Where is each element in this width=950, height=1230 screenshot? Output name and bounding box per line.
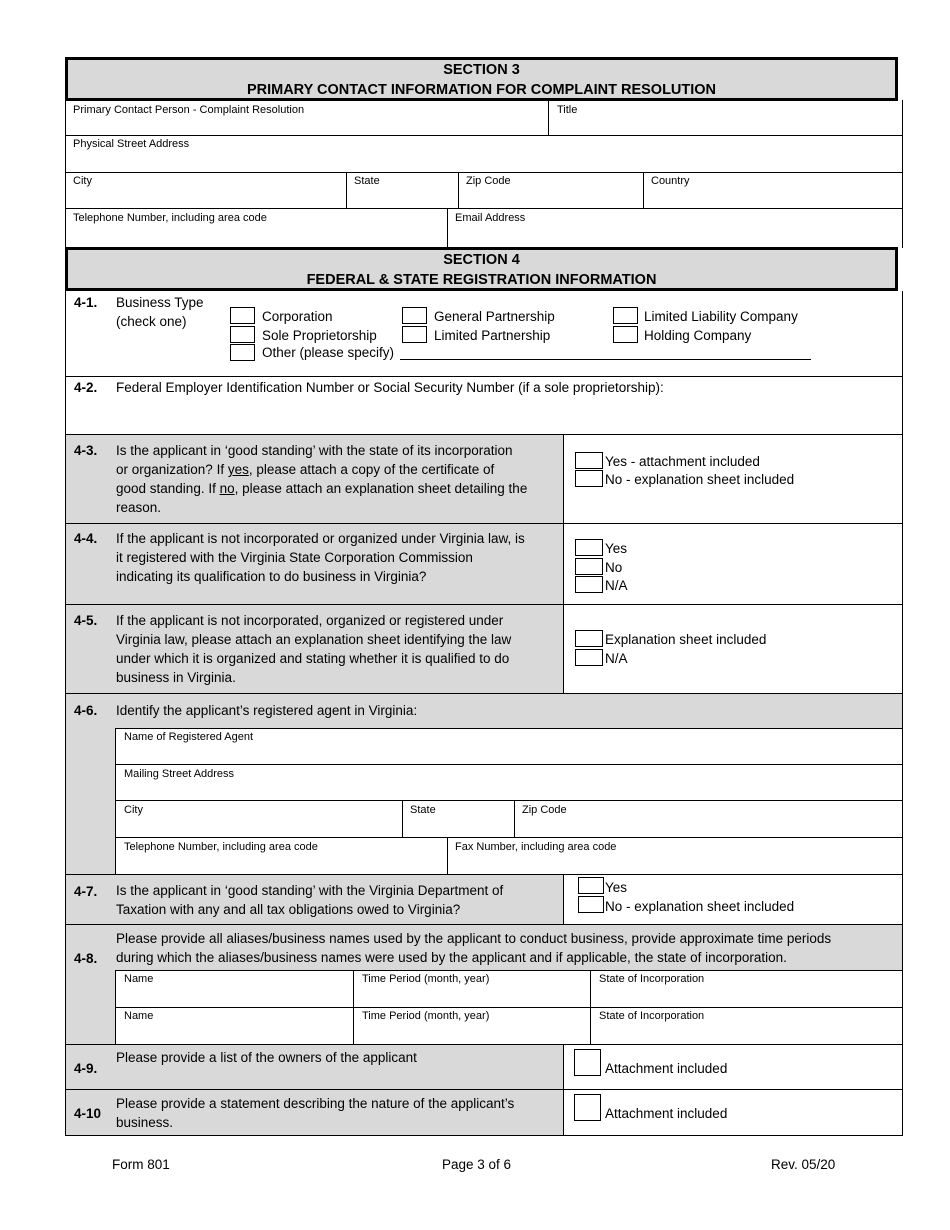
q9-option: Attachment included <box>605 1061 728 1076</box>
contact-zip-field[interactable]: Zip Code <box>466 175 511 187</box>
section-4-header <box>65 247 898 291</box>
agent-zip-field[interactable]: Zip Code <box>522 804 567 816</box>
contact-street-field[interactable]: Physical Street Address <box>73 138 190 150</box>
option-other: Other (please specify) <box>262 345 395 360</box>
agent-city-field[interactable]: City <box>124 804 143 816</box>
holding-company-checkbox[interactable] <box>613 326 638 343</box>
q3-yes-checkbox[interactable] <box>575 452 603 469</box>
q4-na-checkbox[interactable] <box>575 576 603 593</box>
agent-street-field[interactable]: Mailing Street Address <box>124 768 235 780</box>
alias-period-field-1[interactable]: Time Period (month, year) <box>362 973 490 985</box>
q3-option-no: No - explanation sheet included <box>605 472 795 487</box>
q5-na-checkbox[interactable] <box>575 649 603 666</box>
q7-option-no: No - explanation sheet included <box>605 899 795 914</box>
agent-state-field[interactable]: State <box>410 804 436 816</box>
agent-fax-field[interactable]: Fax Number, including area code <box>455 841 617 853</box>
q8-number: 4-8. <box>74 951 98 966</box>
agent-phone-field[interactable]: Telephone Number, including area code <box>124 841 318 853</box>
q8-line2: during which the aliases/business names were used by the applicant and if applicable, the state of incorporation. <box>116 950 787 965</box>
corporation-checkbox[interactable] <box>230 307 255 324</box>
contact-title-field[interactable]: Title <box>557 104 578 116</box>
footer-page: Page 3 of 6 <box>442 1157 512 1172</box>
footer-form: Form 801 <box>112 1157 170 1172</box>
q5-option-explanation: Explanation sheet included <box>605 632 767 647</box>
q3-option-yes: Yes - attachment included <box>605 454 760 469</box>
option-corporation: Corporation <box>262 309 333 324</box>
q9-text: Please provide a list of the owners of the applicant <box>116 1050 417 1065</box>
q4-line3: indicating its qualification to do business in Virginia? <box>116 569 427 584</box>
q4-line2: it registered with the Virginia State Corporation Commission <box>116 550 473 565</box>
sole-proprietorship-checkbox[interactable] <box>230 326 255 343</box>
q7-no-checkbox[interactable] <box>578 896 604 913</box>
section-3-title: PRIMARY CONTACT INFORMATION FOR COMPLAINT RESOLUTION <box>246 82 717 98</box>
q3-line2: or organization? If yes, please attach a copy of the certificate of <box>116 462 495 477</box>
contact-city-field[interactable]: City <box>73 175 92 187</box>
q4-option-no: No <box>605 560 623 575</box>
q7-line1: Is the applicant in ‘good standing’ with the Virginia Department of <box>116 883 504 898</box>
q10-attachment-checkbox[interactable] <box>574 1094 601 1121</box>
contact-person-field[interactable]: Primary Contact Person - Complaint Resolution <box>73 104 305 116</box>
q5-option-na: N/A <box>605 651 628 666</box>
q10-line2: business. <box>116 1115 174 1130</box>
contact-country-field[interactable]: Country <box>651 175 690 187</box>
option-holding-company: Holding Company <box>644 328 752 343</box>
q6-number: 4-6. <box>74 703 98 718</box>
llc-checkbox[interactable] <box>613 307 638 324</box>
option-llc: Limited Liability Company <box>644 309 798 324</box>
q4-option-yes: Yes <box>605 541 628 556</box>
general-partnership-checkbox[interactable] <box>402 307 427 324</box>
q3-line3: good standing. If no, please attach an explanation sheet detailing the <box>116 481 528 496</box>
q5-number: 4-5. <box>74 613 98 628</box>
q5-line1: If the applicant is not incorporated, organized or registered under <box>116 613 504 628</box>
q9-number: 4-9. <box>74 1061 98 1076</box>
q1-label-line1: Business Type <box>116 295 204 310</box>
q7-number: 4-7. <box>74 884 98 899</box>
q5-line4: business in Virginia. <box>116 670 236 685</box>
q4-option-na: N/A <box>605 578 628 593</box>
alias-name-field-2[interactable]: Name <box>124 1010 154 1022</box>
q10-option: Attachment included <box>605 1106 728 1121</box>
q3-line4: reason. <box>116 500 162 515</box>
contact-state-field[interactable]: State <box>354 175 380 187</box>
section-3-number: SECTION 3 <box>443 62 520 78</box>
q4-no-checkbox[interactable] <box>575 558 603 575</box>
q5-line2: Virginia law, please attach an explanation sheet identifying the law <box>116 632 512 647</box>
option-general-partnership: General Partnership <box>434 309 555 324</box>
other-checkbox[interactable] <box>230 344 255 361</box>
option-limited-partnership: Limited Partnership <box>434 328 551 343</box>
q4-line1: If the applicant is not incorporated or organized under Virginia law, is <box>116 531 525 546</box>
agent-name-field[interactable]: Name of Registered Agent <box>124 731 254 743</box>
q6-text: Identify the applicant’s registered agent in Virginia: <box>116 703 418 718</box>
contact-email-field[interactable]: Email Address <box>455 212 526 224</box>
q7-option-yes: Yes <box>605 880 628 895</box>
q1-label-line2: (check one) <box>116 314 187 329</box>
option-sole-proprietorship: Sole Proprietorship <box>262 328 377 343</box>
section-3-header <box>65 57 898 101</box>
q8-line1: Please provide all aliases/business names used by the applicant to conduct business, provide approximate time periods <box>116 931 832 946</box>
alias-state-field-1[interactable]: State of Incorporation <box>599 973 705 985</box>
q7-line2: Taxation with any and all tax obligations owed to Virginia? <box>116 902 461 917</box>
q10-number: 4-10 <box>74 1106 102 1121</box>
q4-yes-checkbox[interactable] <box>575 539 603 556</box>
q4-number: 4-4. <box>74 531 98 546</box>
q3-line1: Is the applicant in ‘good standing’ with the state of its incorporation <box>116 443 513 458</box>
contact-phone-field[interactable]: Telephone Number, including area code <box>73 212 267 224</box>
q10-line1: Please provide a statement describing the nature of the applicant’s <box>116 1096 515 1111</box>
section-4-number: SECTION 4 <box>443 252 520 268</box>
q7-yes-checkbox[interactable] <box>578 877 604 894</box>
section-4-title: FEDERAL & STATE REGISTRATION INFORMATION <box>306 272 657 288</box>
other-specify-line[interactable] <box>400 359 811 360</box>
q9-attachment-checkbox[interactable] <box>574 1049 601 1076</box>
q2-text: Federal Employer Identification Number or Social Security Number (if a sole proprietorship): <box>116 380 664 395</box>
alias-name-field-1[interactable]: Name <box>124 973 154 985</box>
limited-partnership-checkbox[interactable] <box>402 326 427 343</box>
q3-no-checkbox[interactable] <box>575 470 603 487</box>
alias-state-field-2[interactable]: State of Incorporation <box>599 1010 705 1022</box>
q2-number: 4-2. <box>74 380 98 395</box>
q3-number: 4-3. <box>74 443 98 458</box>
footer-rev: Rev. 05/20 <box>771 1157 836 1172</box>
q5-explanation-checkbox[interactable] <box>575 630 603 647</box>
q1-number: 4-1. <box>74 295 98 310</box>
q5-line3: under which it is organized and stating whether it is qualified to do <box>116 651 510 666</box>
alias-period-field-2[interactable]: Time Period (month, year) <box>362 1010 490 1022</box>
